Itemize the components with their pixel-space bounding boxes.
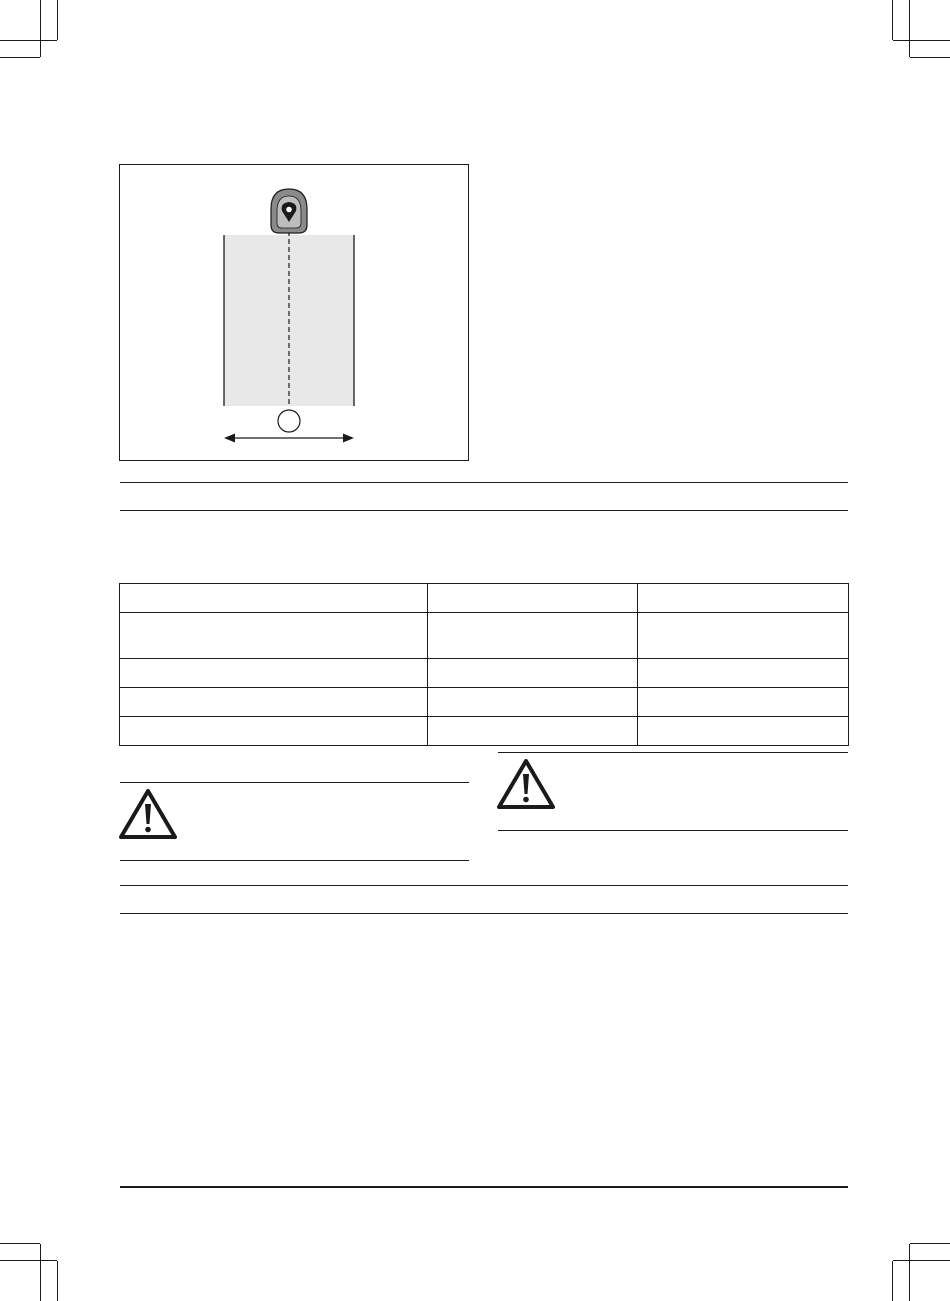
table-row bbox=[120, 688, 849, 717]
corridor-illustration bbox=[120, 165, 470, 462]
warning-rule-bottom bbox=[120, 860, 469, 861]
warning-rule-bottom bbox=[498, 830, 848, 831]
table-cell bbox=[120, 584, 428, 613]
table-cell bbox=[428, 688, 638, 717]
table-cell bbox=[428, 613, 638, 659]
callout-circle bbox=[278, 410, 300, 432]
robot-mower-icon bbox=[271, 189, 307, 233]
warning-rule-top bbox=[120, 782, 469, 783]
table-row bbox=[120, 717, 849, 746]
table-cell bbox=[120, 717, 428, 746]
table-row bbox=[120, 613, 849, 659]
table-cell bbox=[638, 584, 849, 613]
specification-table bbox=[119, 583, 849, 746]
table-cell bbox=[638, 717, 849, 746]
table-cell bbox=[638, 659, 849, 688]
table-row bbox=[120, 659, 849, 688]
arrow-right-icon bbox=[343, 434, 354, 443]
warning-triangle-icon bbox=[497, 759, 555, 809]
table-cell bbox=[428, 659, 638, 688]
corridor-figure bbox=[119, 164, 469, 461]
table-cell bbox=[120, 688, 428, 717]
table-cell bbox=[428, 584, 638, 613]
section-rule-bottom bbox=[120, 913, 848, 914]
warning-rule-top bbox=[498, 752, 848, 753]
section-rule-top bbox=[120, 482, 848, 483]
table-row bbox=[120, 584, 849, 613]
warning-triangle-icon bbox=[119, 789, 177, 839]
table-cell bbox=[638, 688, 849, 717]
table-cell bbox=[120, 613, 428, 659]
footer-rule bbox=[120, 1186, 848, 1188]
section-rule-top bbox=[120, 885, 848, 886]
section-rule-bottom bbox=[120, 510, 848, 511]
arrow-left-icon bbox=[224, 434, 235, 443]
table-cell bbox=[120, 659, 428, 688]
table-cell bbox=[638, 613, 849, 659]
table-cell bbox=[428, 717, 638, 746]
